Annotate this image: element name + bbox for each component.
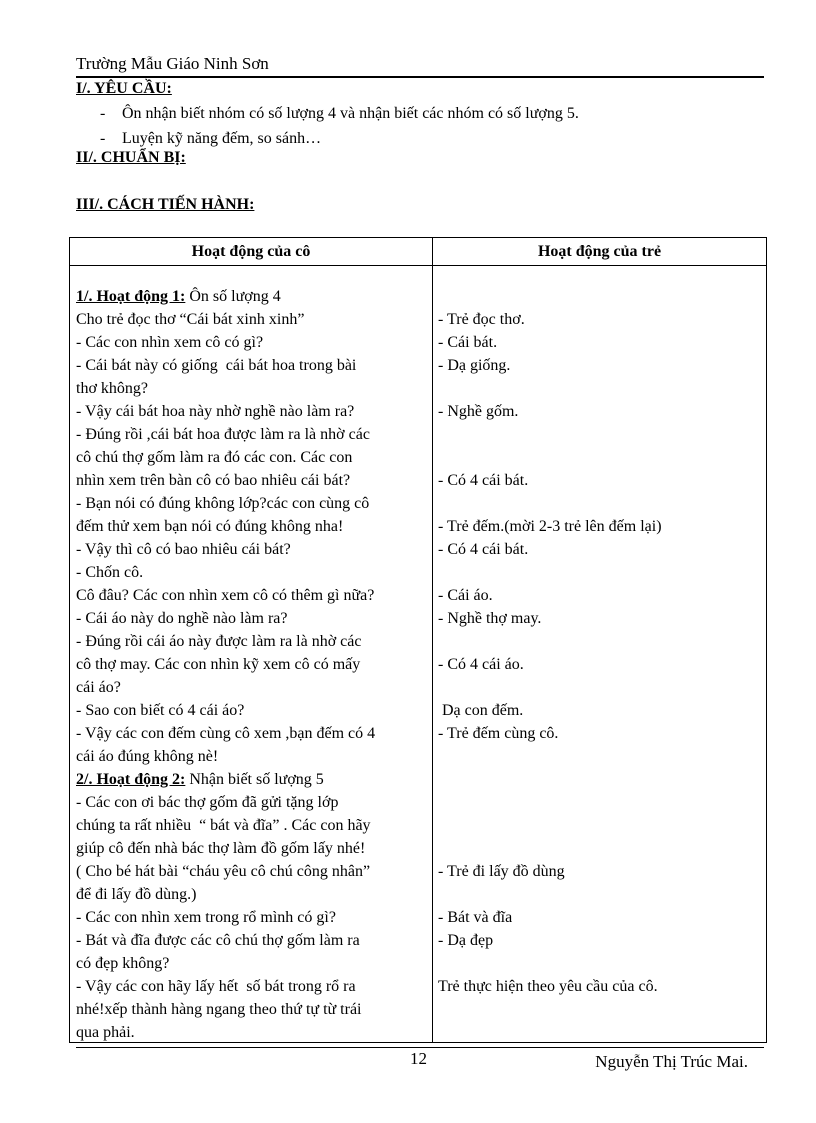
teacher-line [76, 308, 304, 331]
child-line [438, 400, 518, 423]
child-line [438, 906, 512, 929]
line-text: - Vậy các con hãy lấy hết số bát trong rổ ra [76, 978, 356, 995]
line-text: - Đúng rồi cái áo này được làm ra là nhờ các [76, 633, 362, 650]
teacher-line [76, 975, 356, 998]
school-name: Trường Mẫu Giáo Ninh Sơn [76, 54, 269, 73]
page-header [76, 52, 764, 78]
teacher-line [76, 906, 336, 929]
line-text: cô chú thợ gốm làm ra đó các con. Các con [76, 449, 353, 466]
child-line [438, 722, 558, 745]
line-text: Nhận biết số lượng 5 [185, 771, 324, 788]
teacher-line [76, 676, 121, 699]
line-text: Dạ con đếm. [438, 702, 524, 719]
child-line [438, 331, 497, 354]
line-text: - Cái bát. [438, 334, 498, 351]
line-text: - Dạ giống. [438, 357, 511, 374]
child-line [438, 469, 528, 492]
teacher-line [76, 561, 143, 584]
teacher-line [76, 584, 374, 607]
teacher-line [76, 492, 369, 515]
line-text: - Trẻ đọc thơ. [438, 311, 525, 328]
line-text: - Các con ơi bác thợ gốm đã gửi tặng lớp [76, 794, 339, 811]
teacher-line [76, 860, 370, 883]
requirements-title: I/. YÊU CẦU: [76, 80, 172, 97]
activity-label: 1/. Hoạt động 1: [76, 288, 186, 305]
teacher-line [76, 423, 370, 446]
teacher-line [76, 446, 352, 469]
line-text: Cô đâu? Các con nhìn xem cô có thêm gì nữa? [76, 587, 375, 604]
line-text: giúp cô đến nhà bác thợ làm đồ gốm lấy nhé! [76, 840, 366, 857]
child-line [438, 584, 493, 607]
line-text: - Có 4 cái bát. [438, 541, 529, 558]
teacher-line [76, 331, 263, 354]
activity-table [69, 237, 767, 1043]
requirement-item: - Ôn nhận biết nhóm có số lượng 4 và nhận biết các nhóm có số lượng 5. [100, 101, 579, 126]
page-number: 12 [410, 1049, 427, 1068]
line-text: Ôn số lượng 4 [185, 288, 281, 305]
teacher-line [76, 400, 354, 423]
teacher-line [76, 630, 361, 653]
teacher-line [76, 607, 287, 630]
requirement-item: - Luyện kỹ năng đếm, so sánh… [100, 126, 579, 151]
teacher-line [76, 699, 244, 722]
footer-rule [76, 1047, 764, 1048]
line-text: - Chốn cô. [76, 564, 144, 581]
line-text: nhìn xem trên bàn cô có bao nhiêu cái bát? [76, 472, 351, 489]
teacher-line [76, 952, 169, 975]
teacher-line [76, 837, 365, 860]
line-text: - Có 4 cái bát. [438, 472, 529, 489]
line-text: - Bạn nói có đúng không lớp?các con cùng cô [76, 495, 370, 512]
line-text: - Sao con biết có 4 cái áo? [76, 702, 245, 719]
child-line [438, 515, 662, 538]
child-line [438, 975, 658, 998]
line-text: - Đúng rồi ,cái bát hoa được làm ra là nhờ các [76, 426, 370, 443]
line-text: - Trẻ đếm cùng cô. [438, 725, 559, 742]
line-text: - Cái áo này do nghề nào làm ra? [76, 610, 288, 627]
line-text: - Dạ đẹp [438, 932, 494, 949]
child-line [438, 699, 523, 722]
line-text: Trẻ thực hiện theo yêu cầu của cô. [438, 978, 658, 995]
line-text: - Vậy thì cô có bao nhiêu cái bát? [76, 541, 291, 558]
line-text: cái áo? [76, 679, 121, 696]
line-text: cái áo đúng không nè! [76, 748, 219, 765]
line-text: - Nghề thợ may. [438, 610, 542, 627]
teacher-line [76, 653, 360, 676]
child-line [438, 860, 565, 883]
line-text: có đẹp không? [76, 955, 170, 972]
line-text: thơ không? [76, 380, 149, 397]
child-line [438, 308, 525, 331]
child-line [438, 653, 524, 676]
line-text: - Trẻ đếm.(mời 2-3 trẻ lên đếm lại) [438, 518, 662, 535]
line-text: - Bát và đĩa được các cô chú thợ gốm làm ra [76, 932, 360, 949]
teacher-line [76, 377, 148, 400]
line-text: nhé!xếp thành hàng ngang theo thứ tự từ trái [76, 1001, 362, 1018]
header-divider [70, 265, 766, 266]
column-divider [432, 238, 433, 1042]
line-text: - Vậy cái bát hoa này nhờ nghề nào làm ra? [76, 403, 355, 420]
teacher-line [76, 883, 196, 906]
teacher-line [76, 285, 281, 308]
child-line [438, 354, 510, 377]
requirements-list [100, 101, 579, 151]
teacher-line [76, 745, 218, 768]
teacher-line [76, 515, 343, 538]
teacher-line [76, 998, 362, 1021]
teacher-line [76, 814, 371, 837]
line-text: - Nghề gốm. [438, 403, 519, 420]
line-text: - Cái bát này có giống cái bát hoa trong bài [76, 357, 357, 374]
teacher-line [76, 722, 375, 745]
line-text: - Trẻ đi lấy đồ dùng [438, 863, 565, 880]
line-text: chúng ta rất nhiều “ bát và đĩa” . Các con hãy [76, 817, 371, 834]
line-text: để đi lấy đồ dùng.) [76, 886, 197, 903]
line-text: - Bát và đĩa [438, 909, 513, 926]
activity-label: 2/. Hoạt động 2: [76, 771, 186, 788]
line-text: - Các con nhìn xem trong rổ mình có gì? [76, 909, 336, 926]
procedure-title: III/. CÁCH TIẾN HÀNH: [76, 196, 255, 213]
preparation-title: II/. CHUẨN BỊ: [76, 149, 186, 166]
teacher-line [76, 538, 291, 561]
child-line [438, 538, 528, 561]
teacher-line [76, 929, 360, 952]
line-text: ( Cho bé hát bài “cháu yêu cô chú công nhân” [76, 863, 371, 880]
teacher-line [76, 1021, 135, 1044]
line-text: - Các con nhìn xem cô có gì? [76, 334, 264, 351]
line-text: Cho trẻ đọc thơ “Cái bát xinh xinh” [76, 311, 305, 328]
line-text: - Cái áo. [438, 587, 493, 604]
teacher-column-header: Hoạt động của cô [191, 243, 311, 260]
child-line [438, 607, 541, 630]
teacher-line [76, 768, 324, 791]
teacher-line [76, 469, 350, 492]
line-text: cô thợ may. Các con nhìn kỹ xem cô có mấy [76, 656, 361, 673]
child-line [438, 929, 493, 952]
line-text: - Vậy các con đếm cùng cô xem ,bạn đếm có 4 [76, 725, 376, 742]
teacher-line [76, 791, 338, 814]
teacher-line [76, 354, 356, 377]
author-name: Nguyễn Thị Trúc Mai. [595, 1052, 748, 1071]
line-text: đếm thử xem bạn nói có đúng không nha! [76, 518, 344, 535]
children-column-header: Hoạt động của trẻ [537, 243, 662, 260]
line-text: - Có 4 cái áo. [438, 656, 524, 673]
line-text: qua phải. [76, 1024, 135, 1041]
